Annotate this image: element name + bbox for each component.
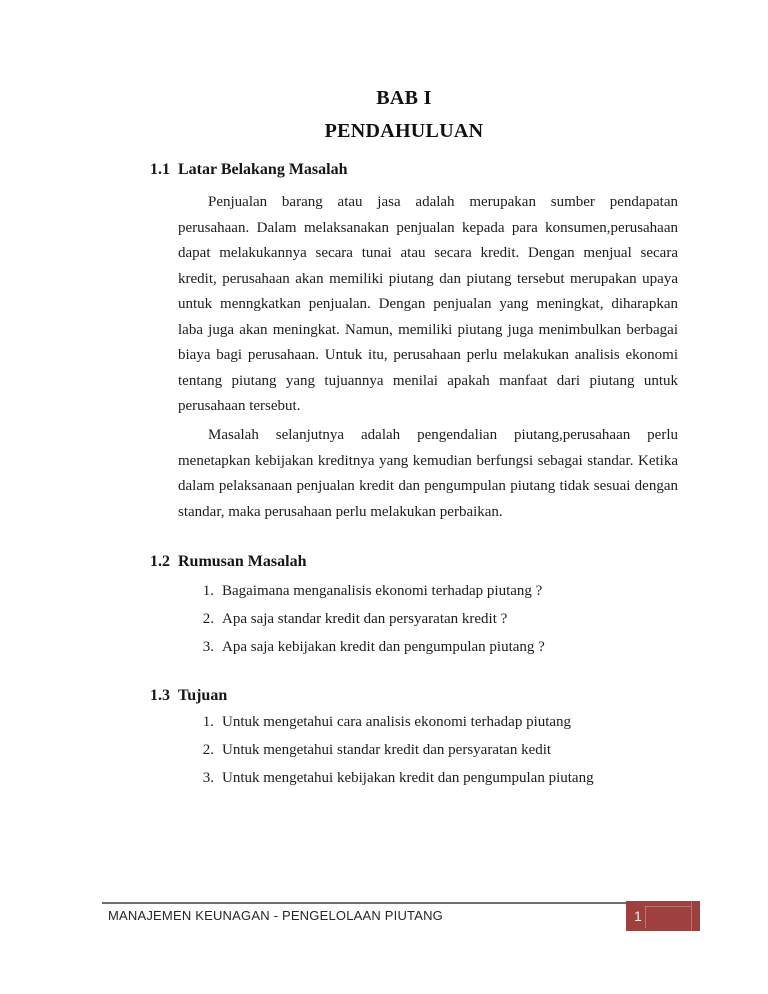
paragraph-line: dapat melakukannya secara tunai atau secara kredit. Dengan menjual secara bbox=[178, 245, 678, 261]
paragraph-line: perusahaan tersebut. bbox=[178, 398, 301, 414]
tujuan-list bbox=[150, 708, 678, 792]
list-item-number: 2. bbox=[202, 742, 214, 758]
paragraph-line: kredit, perusahaan akan memiliki piutang dan piutang tersebut merupakan upaya bbox=[178, 270, 678, 287]
footer-divider-line bbox=[102, 902, 626, 904]
list-item bbox=[150, 764, 678, 792]
list-item-text: Apa saja kebijakan kredit dan pengumpulan piutang ? bbox=[222, 639, 545, 655]
page-number-box bbox=[626, 901, 700, 931]
paragraph-line: laba juga akan meningkat. Namun, memiliki piutang juga menimbulkan berbagai bbox=[178, 321, 678, 338]
section-title: Rumusan Masalah bbox=[178, 553, 307, 570]
section-number: 1.2 bbox=[150, 553, 170, 570]
paragraph-line: dalam pelaksanaan penjualan kredit dan pengumpulan piutang tidak sesuai dengan bbox=[178, 478, 678, 494]
list-item bbox=[150, 605, 678, 633]
page-number-box-top-line bbox=[645, 906, 691, 907]
page-number-box-divider-line bbox=[691, 901, 692, 931]
paragraph-latar-belakang-2 bbox=[178, 423, 678, 525]
section-title: Tujuan bbox=[178, 687, 228, 704]
paragraph-line: standar, maka perusahaan perlu melakukan perbaikan. bbox=[178, 503, 503, 520]
paragraph-line: biaya bagi perusahaan. Untuk itu, perusahaan perlu melakukan analisis ekonomi bbox=[178, 347, 678, 363]
list-item-number: 3. bbox=[202, 770, 214, 786]
list-item-number: 3. bbox=[202, 639, 214, 655]
list-item-text: Apa saja standar kredit dan persyaratan kredit ? bbox=[222, 611, 508, 627]
chapter-title: PENDAHULUAN bbox=[324, 120, 484, 142]
paragraph-line: Penjualan barang atau jasa adalah merupakan sumber pendapatan bbox=[208, 194, 678, 210]
footer-title: MANAJEMEN KEUNAGAN - PENGELOLAAN PIUTANG bbox=[108, 908, 443, 923]
paragraph-line: Masalah selanjutnya adalah pengendalian piutang,perusahaan perlu bbox=[208, 427, 678, 443]
section-heading-1-2 bbox=[150, 552, 678, 572]
section-heading-1-1 bbox=[150, 160, 678, 180]
list-item-text: Untuk mengetahui standar kredit dan persyaratan kedit bbox=[222, 742, 552, 758]
page-number-box-inner-line bbox=[645, 906, 646, 928]
list-item-text: Untuk mengetahui cara analisis ekonomi terhadap piutang bbox=[222, 714, 572, 730]
list-item-text: Bagaimana menganalisis ekonomi terhadap piutang ? bbox=[222, 583, 543, 599]
chapter-heading: BAB I bbox=[376, 87, 432, 109]
list-item-number: 1. bbox=[202, 714, 214, 730]
section-title: Latar Belakang Masalah bbox=[178, 161, 348, 178]
list-item-text: Untuk mengetahui kebijakan kredit dan pengumpulan piutang bbox=[222, 770, 594, 786]
paragraph-latar-belakang-1 bbox=[178, 190, 678, 420]
paragraph-line: menetapkan kebijakan kreditnya yang kemudian berfungsi sebagai standar. Ketika bbox=[178, 452, 678, 469]
paragraph-line: untuk menngkatkan penjualan. Dengan penjualan yang meningkat, diharapkan bbox=[178, 296, 678, 312]
section-number: 1.1 bbox=[150, 161, 170, 178]
list-item bbox=[150, 736, 678, 764]
paragraph-line: tentang piutang yang tujuannya menilai apakah manfaat dari piutang untuk bbox=[178, 372, 678, 389]
section-number: 1.3 bbox=[150, 687, 170, 704]
section-heading-1-3 bbox=[150, 686, 678, 706]
rumusan-masalah-list bbox=[150, 577, 678, 661]
list-item-number: 2. bbox=[202, 611, 214, 627]
list-item bbox=[150, 633, 678, 661]
paragraph-line: perusahaan. Dalam melaksanakan penjualan kepada para konsumen,perusahaan bbox=[178, 219, 678, 236]
list-item bbox=[150, 577, 678, 605]
page-number: 1 bbox=[634, 908, 642, 924]
list-item-number: 1. bbox=[202, 583, 214, 599]
list-item bbox=[150, 708, 678, 736]
